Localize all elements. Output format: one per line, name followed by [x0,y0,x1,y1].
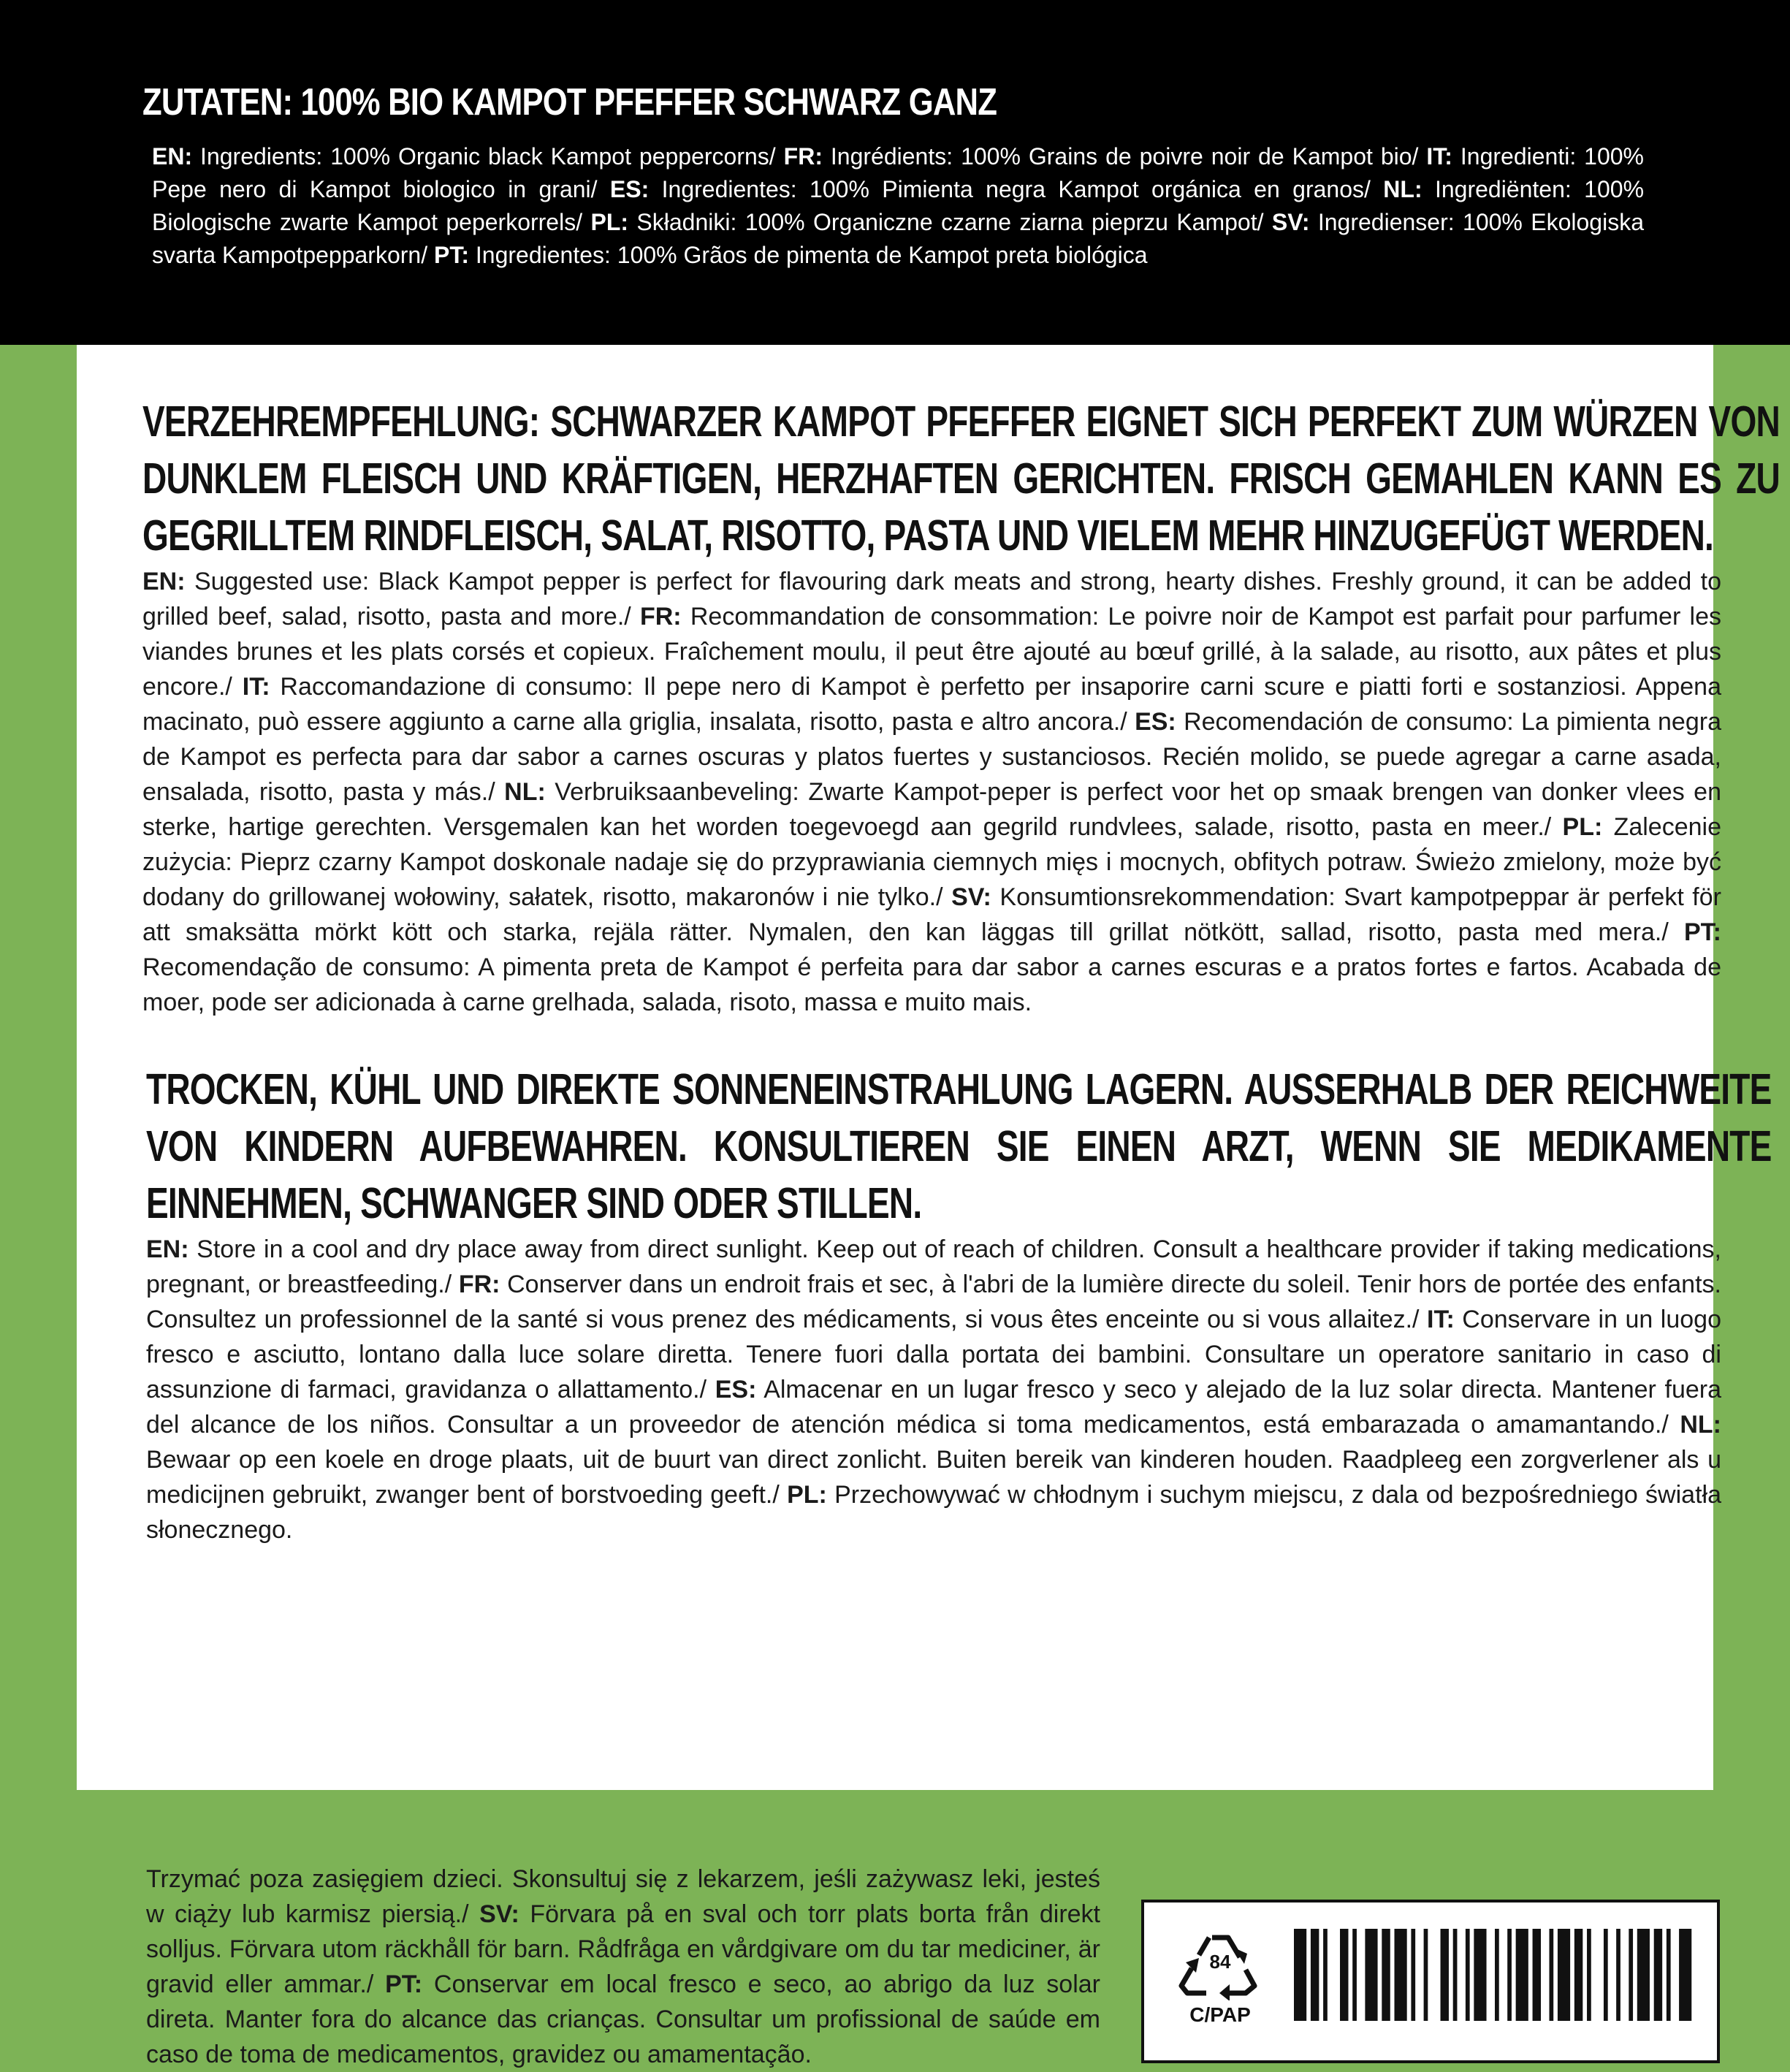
content-panel [77,345,1780,2068]
language-text: Conservare in un luogo fresco e asciutto, lontano dalla luce solare diretta. Tenere fuori dalla portata dei bambini. Consultare un operatore sanitario in caso di assunzione di farmaci, gravidanza o allattamento./ [146,1306,1721,1403]
language-text: Trzymać poza zasięgiem dzieci. Skonsultuj się z lekarzem, jeśli zażywasz leki, jesteś w ciąży lub karmisz piersią./ [146,1865,1100,1928]
ingredients-band [0,0,1790,345]
language-code: FR: [458,1271,500,1298]
language-code: NL: [1680,1411,1721,1439]
language-code: PL: [590,209,629,235]
language-text: Ingrédients: 100% Grains de poivre noir de Kampot bio/ [822,143,1427,170]
language-text: Recommandation de consommation: Le poivre noir de Kampot est parfait pour parfumer les viandes brunes et les plats corsés et copieux. Fraîchement moulu, il peut être ajouté au bœuf grillé, à la salade, au risotto, aux pâtes et plus encore./ [142,603,1721,701]
ingredients-heading: ZUTATEN: 100% BIO KAMPOT PFEFFER SCHWARZ GANZ [142,81,997,123]
barcode-icon [1294,1929,1696,2021]
language-text: Bewaar op een koele en droge plaats, uit de buurt van direct zonlicht. Buiten bereik van kinderen houden. Raadpleeg een zorgverlener als u medicijnen gebruikt, zwanger bent of borstvoeding geeft./ [146,1446,1721,1509]
language-code: NL: [1383,176,1423,202]
language-code: EN: [142,568,186,595]
language-text: Raccomandazione di consumo: Il pepe nero di Kampot è perfetto per insaporire carni scure e piatti forti e sostanziosi. Appena macinato, può essere aggiunto a carne alla griglia, insalata, risotto, pasta e altro ancora./ [142,673,1721,736]
language-text: Składniki: 100% Organiczne czarne ziarna pieprzu Kampot/ [628,209,1272,235]
language-code: SV: [479,1900,519,1928]
language-code: NL: [504,778,546,806]
language-code: EN: [152,143,193,170]
language-code: IT: [1427,1306,1455,1333]
language-code: PT: [385,1970,423,1998]
language-text: Ingrediënten: 100% Biologische zwarte Kampot peperkorrels/ [152,176,1645,235]
language-text: Recomendación de consumo: La pimienta negra de Kampot es perfecta para dar sabor a carnes oscuras y platos fuertes y sustanciosos. Recién molido, se puede agregar a carne asada, ensalada, risotto, pasta y más./ [142,708,1721,806]
language-code: FR: [639,603,682,631]
storage-multilingual-text [146,1232,1721,1547]
language-code: PT: [1684,918,1721,946]
language-code: SV: [951,883,991,911]
language-text: Store in a cool and dry place away from direct sunlight. Keep out of reach of children. Consult a healthcare provider if taking medications, pregnant, or breastfeeding./ [146,1235,1721,1298]
language-text: Ingredients: 100% Organic black Kampot peppercorns/ [192,143,784,170]
storage-multilingual-text-continued [146,1862,1100,2072]
language-code: SV: [1271,209,1310,235]
language-text: Ingredientes: 100% Pimienta negra Kampot orgánica en granos/ [649,176,1384,202]
language-code: FR: [783,143,823,170]
language-text: Zalecenie zużycia: Pieprz czarny Kampot doskonale nadaje się do przyprawiania ciemnych mięs i mocnych, obfitych potraw. Świeżo zmielony, może być dodany do grillowanej wołowiny, sałatek, risotto, makaronów i nie tylko./ [142,813,1721,911]
recycling-code: C/PAP [1189,2003,1251,2026]
language-text: Almacenar en un lugar fresco y seco y alejado de la luz solar directa. Mantener fuera del alcance de los niños. Consultar a un proveedor de atención médica si toma medicamentos, está embarazada o amamantando./ [146,1376,1721,1439]
language-text: Ingredientes: 100% Grãos de pimenta de Kampot preta biológica [468,242,1148,268]
packaging-label-box [1141,1900,1720,2063]
language-code: PL: [1562,813,1603,841]
language-code: EN: [146,1235,189,1263]
language-text: Verbruiksaanbeveling: Zwarte Kampot-peper is perfect voor het op smaak brengen van donker vlees en sterke, hartige gerechten. Versgemalen kan het worden toegevoegd aan gegrild rundvlees, salade, risotto, pasta en meer./ [142,778,1721,841]
language-code: ES: [715,1376,757,1403]
language-code: IT: [1426,143,1452,170]
recycling-number: 84 [1209,1951,1231,1973]
language-text: Przechowywać w chłodnym i suchym miejscu, z dala od bezpośredniego światła słonecznego. [146,1481,1721,1544]
language-text: Konsumtionsrekommendation: Svart kampotpeppar är perfekt för att smaksätta mörkt kött och starka, rejäla rätter. Nymalen, den kan läggas till grillat nötkött, sallad, risotto, pasta med mera./ [142,883,1721,946]
language-text: Ingredienser: 100% Ekologiska svarta Kampotpepparkorn/ [152,209,1645,268]
ingredients-multilingual-text [142,140,1644,272]
language-code: ES: [1135,708,1176,736]
language-text: Recomendação de consumo: A pimenta preta de Kampot é perfeita para dar sabor a carnes escuras e a pratos fortes e fartos. Acabada de moer, pode ser adicionada à carne grelhada, salada, risoto, massa e muito mais. [142,953,1721,1016]
language-text: Conservar em local fresco e seco, ao abrigo da luz solar direta. Manter fora do alcance das crianças. Consultar um profissional de saúde em caso de toma de medicamentos, gravidez ou amamentação. [146,1970,1100,2068]
storage-heading: TROCKEN, KÜHL UND DIREKTE SONNENEINSTRAHLUNG LAGERN. AUSSERHALB DER REICHWEITE VON KINDERN AUFBEWAHREN. KONSULTIEREN SIE EINEN ARZT, WENN SIE MEDIKAMENTE EINNEHMEN, SCHWANGER SIND ODER STILLEN. [146,1065,1772,1227]
language-code: PL: [787,1481,827,1509]
language-code: IT: [242,673,270,701]
language-text: Förvara på en sval och torr plats borta från direkt solljus. Förvara utom räckhåll för barn. Rådfråga en vårdgivare om du tar mediciner, är gravid eller ammar./ [146,1900,1100,1998]
language-text: Ingredienti: 100% Pepe nero di Kampot biologico in grani/ [152,143,1645,202]
language-code: ES: [609,176,650,202]
language-code: PT: [433,242,469,268]
language-text: Conserver dans un endroit frais et sec, à l'abri de la lumière directe du soleil. Tenir hors de portée des enfants. Consultez un professionnel de la santé si vous prenez des médicaments, si vous êtes enceinte ou si vous allaitez./ [146,1271,1721,1333]
language-text: Suggested use: Black Kampot pepper is perfect for flavouring dark meats and strong, hearty dishes. Freshly ground, it can be added to grilled beef, salad, risotto, pasta and more./ [142,568,1721,631]
suggested-use-heading: VERZEHREMPFEHLUNG: SCHWARZER KAMPOT PFEFFER EIGNET SICH PERFEKT ZUM WÜRZEN VON DUNKLEM FLEISCH UND KRÄFTIGEN, HERZHAFTEN GERICHTEN. FRISCH GEMAHLEN KANN ES ZU GEGRILLTEM RINDFLEISCH, SALAT, RISOTTO, PASTA UND VIELEM MEHR HINZUGEFÜGT WERDEN. [142,397,1780,560]
suggested-use-multilingual-text [142,564,1721,1020]
